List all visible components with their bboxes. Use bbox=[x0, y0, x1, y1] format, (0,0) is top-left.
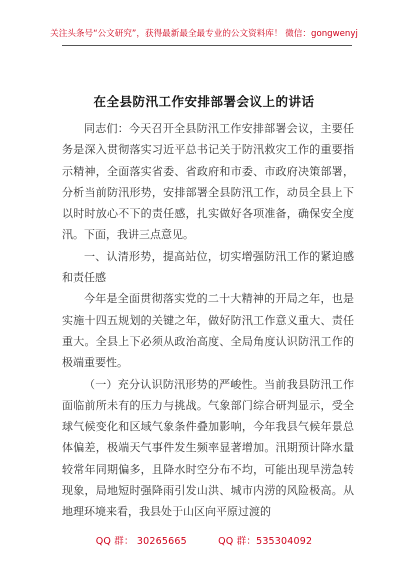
section-heading-1: 一、认清形势，提高站位，切实增强防汛工作的紧迫感和责任感 bbox=[62, 249, 354, 285]
paragraph-context: 今年是全面贯彻落实党的二十大精神的开局之年，也是实施十四五规划的关键之年，做好防汛工作意义重大、责任重大。全县上下必须从政治高度、全局角度认识防汛工作的极端重要性。 bbox=[62, 292, 354, 370]
paragraph-situation: （一）充分认识防汛形势的严峻性。当前我县防汛工作面临前所未有的压力与挑战。气象部门综合研判显示，受全球气候变化和区域气象条件叠加影响，今年我县气候年景总体偏差，极端天气事件发生频率显著增加。汛期预计降水量较常年同期偏多，且降水时空分布不均，可能出现旱涝急转现象，局地短时强降雨引发山洪、城市内涝的风险极高。从地理环境来看，我县处于山区向平原过渡的 bbox=[62, 377, 354, 519]
document-body bbox=[62, 118, 354, 523]
footer-qq-group-2: QQ 群：535304092 bbox=[218, 536, 313, 547]
header-note: 关注头条号“公文研究”，获得最新最全最专业的公文资料库！ 微信：gongwenyj bbox=[50, 29, 358, 39]
footer-qq-group-1: QQ 群： 30265665 bbox=[95, 536, 187, 547]
document-title: 在全县防汛工作安排部署会议上的讲话 bbox=[93, 94, 315, 109]
header-divider bbox=[62, 45, 352, 46]
footer-contacts bbox=[0, 533, 408, 547]
paragraph-greeting: 同志们：今天召开全县防汛工作安排部署会议，主要任务是深入贯彻落实习近平总书记关于防汛救灾工作的重要指示精神，全面落实省委、省政府和市委、市政府决策部署，分析当前防汛形势，安排部署全县防汛工作，动员全县上下以时时放心不下的责任感，扎实做好各项准备，确保安全度汛。下面，我讲三点意见。 bbox=[62, 122, 354, 242]
